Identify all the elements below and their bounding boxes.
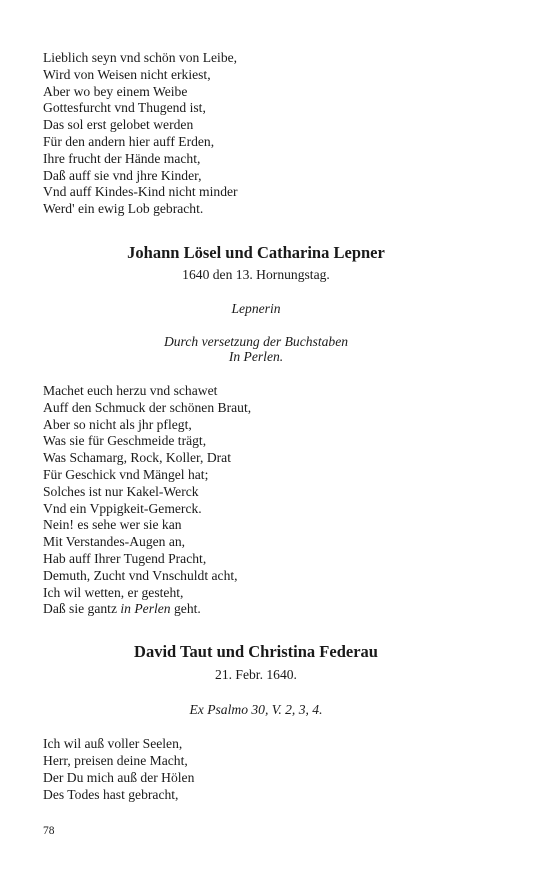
anagram-name: Lepnerin: [231, 300, 281, 316]
verse-line: Was Schamarg, Rock, Koller, Drat: [43, 450, 231, 466]
verse-line: Der Du mich auß der Hölen: [43, 769, 195, 785]
verse-line: Ich wil wetten, er gesteht,: [43, 584, 184, 600]
verse-line: Aber so nicht als jhr pflegt,: [43, 416, 192, 432]
verse-line: Solches ist nur Kakel-Werck: [43, 483, 199, 499]
verse-line: Das sol erst gelobet werden: [43, 117, 194, 133]
anagram-note-line-2: In Perlen.: [228, 348, 284, 364]
section-heading: Johann Lösel und Catharina Lepner: [127, 242, 385, 262]
poem-stanza-1: [43, 50, 469, 218]
page-number: 78: [43, 825, 55, 837]
verse-line: Für den andern hier auff Erden,: [43, 133, 215, 149]
verse-line: Gottesfurcht vnd Thugend ist,: [43, 100, 206, 116]
verse-line: Was sie für Geschmeide trägt,: [43, 433, 207, 449]
verse-line-last: [43, 601, 469, 618]
section-heading: David Taut und Christina Federau: [134, 642, 378, 662]
verse-line: Vnd auff Kindes-Kind nicht minder: [43, 184, 238, 200]
section-date: 1640 den 13. Hornungstag.: [182, 266, 330, 282]
verse-line: Machet euch herzu vnd schawet: [43, 382, 218, 398]
verse-line: Ihre frucht der Hände macht,: [43, 150, 201, 166]
section-date: 21. Febr. 1640.: [215, 667, 297, 683]
verse-line: Herr, preisen deine Macht,: [43, 752, 188, 768]
verse-line: Aber wo bey einem Weibe: [43, 83, 188, 99]
verse-line: Demuth, Zucht vnd Vnschuldt acht,: [43, 567, 238, 583]
poem-stanza-2: [43, 383, 469, 618]
verse-italic-text: in Perlen: [120, 601, 171, 617]
verse-line: Werd' ein ewig Lob gebracht.: [43, 201, 204, 217]
verse-line: Vnd ein Vppigkeit-Gemerck.: [43, 500, 202, 516]
verse-line: Ich wil auß voller Seelen,: [43, 736, 183, 752]
verse-line: Nein! es sehe wer sie kan: [43, 517, 182, 533]
verse-text: geht.: [170, 601, 201, 617]
verse-line: Für Geschick vnd Mängel hat;: [43, 466, 209, 482]
poem-stanza-3: [43, 736, 469, 803]
psalm-epigraph: Ex Psalmo 30, V. 2, 3, 4.: [189, 702, 323, 718]
page-content: [43, 50, 469, 803]
anagram-note-line-1: Durch versetzung der Buchstaben: [163, 333, 349, 349]
verse-line: Hab auff Ihrer Tugend Pracht,: [43, 550, 207, 566]
verse-line: Wird von Weisen nicht erkiest,: [43, 66, 211, 82]
verse-line: Des Todes hast gebracht,: [43, 786, 179, 802]
verse-line: Lieblich seyn vnd schön von Leibe,: [43, 50, 238, 65]
verse-text: Daß sie gantz: [43, 601, 121, 617]
verse-line: Auff den Schmuck der schönen Braut,: [43, 399, 252, 415]
verse-line: Mit Verstandes-Augen an,: [43, 534, 186, 550]
verse-line: Daß auff sie vnd jhre Kinder,: [43, 167, 202, 183]
